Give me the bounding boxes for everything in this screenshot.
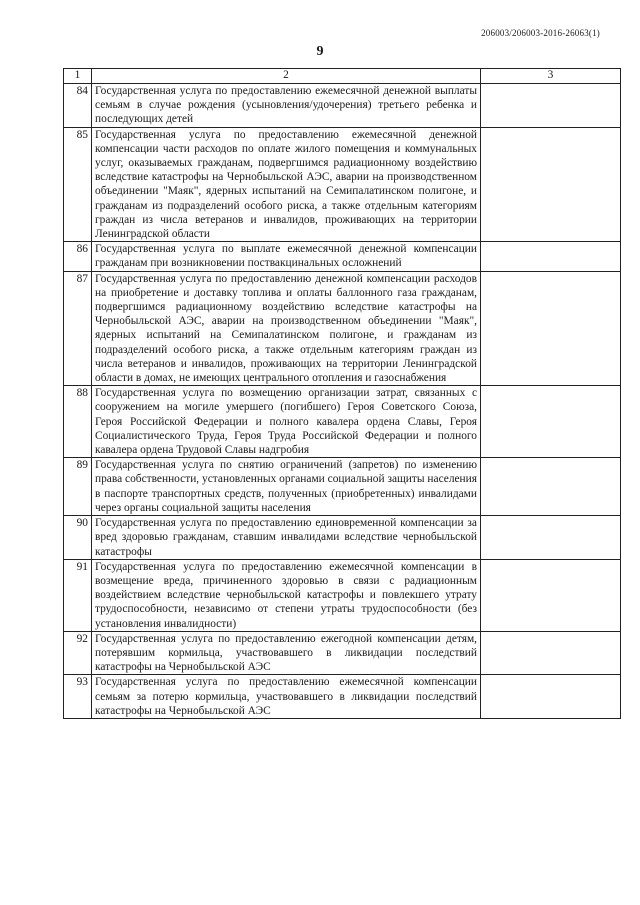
row-column-3 [481, 631, 621, 675]
row-column-3 [481, 458, 621, 516]
service-description: Государственная услуга по предоставлению ежемесячной компенсации семьям за потерю кормильца, участвовавшего в ликвидации последствий катастрофы на Чернобыльской АЭС [92, 675, 481, 719]
row-number: 84 [64, 84, 92, 128]
table-row [64, 458, 621, 516]
service-description: Государственная услуга по предоставлению ежегодной компенсации детям, потерявшим кормильца, участвовавшего в ликвидации последствий катастрофы на Чернобыльской АЭС [92, 631, 481, 675]
row-number: 86 [64, 242, 92, 271]
row-number: 85 [64, 127, 92, 242]
row-column-3 [481, 84, 621, 128]
service-description: Государственная услуга по предоставлению денежной компенсации расходов на приобретение и доставку топлива и оплаты баллонного газа гражданам, подвергшимся радиационному воздействию вследствие катастрофы на Чернобыльской АЭС, аварии на производственном объединении "Маяк", ядерных испытаний на Семипалатинском полигоне, и гражданам из подразделений особого риска, а также отдельным категориям граждан из числа ветеранов и инвалидов, проживающих на территории Ленинградской области в домах, не имеющих центрального отопления и газоснабжения [92, 271, 481, 386]
row-number: 90 [64, 516, 92, 560]
column-header-1: 1 [64, 69, 92, 84]
service-description: Государственная услуга по снятию ограничений (запретов) по изменению права собственности, установленных органами социальной защиты населения в паспорте транспортных средств, полученных (приобретенных) инвалидами через органы социальной защиты населения [92, 458, 481, 516]
service-description: Государственная услуга по предоставлению ежемесячной денежной компенсации части расходов по оплате жилого помещения и коммунальных услуг, оказываемых гражданам, подвергшимся радиационному воздействию вследствие катастрофы на Чернобыльской АЭС, аварии на производственном объединении "Маяк", ядерных испытаний на Семипалатинском полигоне, и гражданам из подразделений особого риска, а также отдельным категориям граждан из числа ветеранов и инвалидов, проживающих на территории Ленинградской области [92, 127, 481, 242]
service-description: Государственная услуга по предоставлению ежемесячной компенсации в возмещение вреда, причиненного здоровью в связи с радиационным воздействием вследствие чернобыльской катастрофы и повлекшего утрату трудоспособности, независимо от степени утраты трудоспособности (без установления инвалидности) [92, 559, 481, 631]
row-column-3 [481, 675, 621, 719]
table-row [64, 516, 621, 560]
table-row [64, 84, 621, 128]
service-description: Государственная услуга по предоставлению ежемесячной денежной выплаты семьям в случае рождения (усыновления/удочерения) третьего ребенка и последующих детей [92, 84, 481, 128]
table-header-row [64, 69, 621, 84]
service-description: Государственная услуга по предоставлению единовременной компенсации за вред здоровью гражданам, ставшим инвалидами вследствие чернобыльской катастрофы [92, 516, 481, 560]
row-number: 87 [64, 271, 92, 386]
row-number: 88 [64, 386, 92, 458]
row-number: 92 [64, 631, 92, 675]
table-row [64, 271, 621, 386]
column-header-3: 3 [481, 69, 621, 84]
table-row [64, 631, 621, 675]
row-column-3 [481, 127, 621, 242]
row-column-3 [481, 516, 621, 560]
table-row [64, 386, 621, 458]
table-row [64, 559, 621, 631]
column-header-2: 2 [92, 69, 481, 84]
row-column-3 [481, 271, 621, 386]
service-description: Государственная услуга по выплате ежемесячной денежной компенсации гражданам при возникновении поствакцинальных осложнений [92, 242, 481, 271]
table-row [64, 242, 621, 271]
row-column-3 [481, 559, 621, 631]
document-id: 206003/206003-2016-26063(1) [481, 28, 600, 38]
page-number: 9 [316, 44, 324, 59]
table-row [64, 675, 621, 719]
row-column-3 [481, 386, 621, 458]
row-number: 89 [64, 458, 92, 516]
service-description: Государственная услуга по возмещению организации затрат, связанных с сооружением на могиле умершего (погибшего) Героя Советского Союза, Героя Российской Федерации и полного кавалера ордена Славы, Героя Социалистического Труда, Героя Труда Российской Федерации и полного кавалера ордена Трудовой Славы надгробия [92, 386, 481, 458]
row-number: 93 [64, 675, 92, 719]
row-number: 91 [64, 559, 92, 631]
row-column-3 [481, 242, 621, 271]
services-table [63, 68, 621, 719]
table-row [64, 127, 621, 242]
